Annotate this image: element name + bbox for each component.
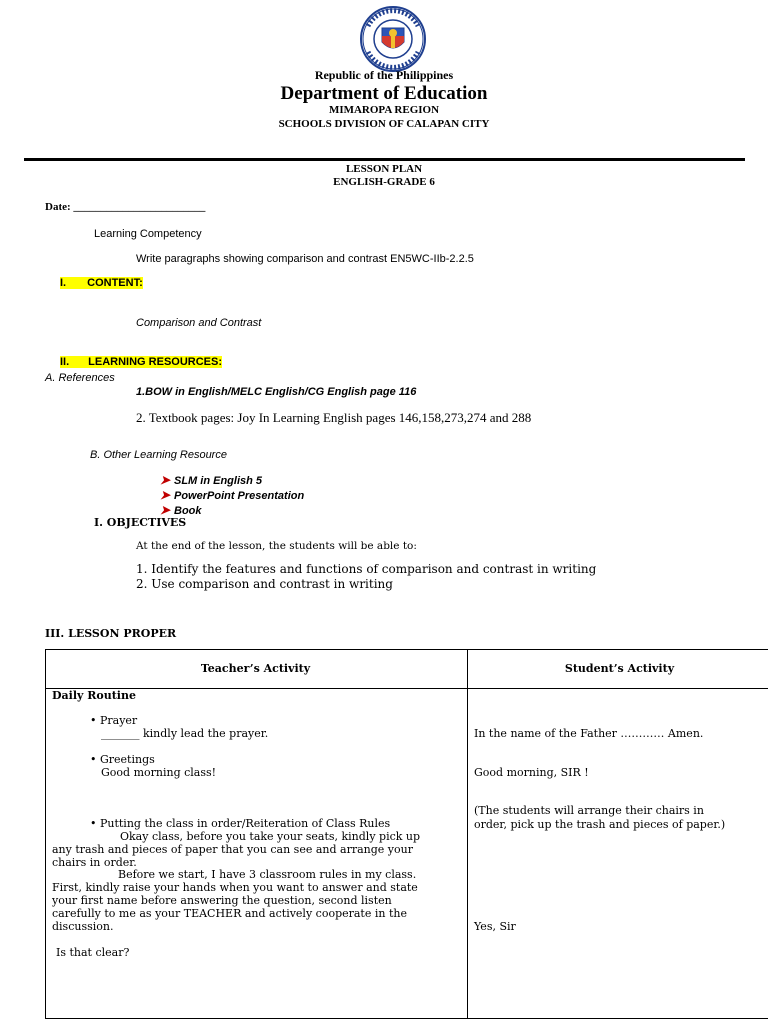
arrow-bullet-icon: ➤: [160, 503, 171, 517]
rules-line: discussion.: [52, 920, 114, 933]
region-line: MIMAROPA REGION: [328, 104, 440, 116]
greetings-text: Good morning class!: [101, 766, 217, 779]
column-divider: [467, 650, 468, 1018]
greetings-label: • Greetings: [90, 753, 155, 766]
reference-2: 2. Textbook pages: Joy In Learning English pages 146,158,273,274 and 288: [136, 410, 532, 425]
list-item: ➤ Book: [160, 503, 202, 517]
grade-title: ENGLISH-GRADE 6: [333, 176, 435, 188]
teacher-column-header: Teacher’s Activity: [200, 662, 311, 675]
order-label: • Putting the class in order/Reiteration of Class Rules: [90, 817, 391, 830]
order-text-line: Okay class, before you take your seats, kindly pick up: [120, 830, 421, 843]
objectives-heading: I. OBJECTIVES: [94, 516, 187, 529]
order-response-line: (The students will arrange their chairs in: [474, 804, 704, 817]
lesson-plan-title: LESSON PLAN: [345, 163, 423, 175]
competency-text: Write paragraphs showing comparison and contrast EN5WC-IIb-2.2.5: [136, 253, 474, 265]
prayer-label: • Prayer: [90, 714, 138, 727]
resources-num: II.: [60, 356, 70, 368]
prayer-response: In the name of the Father ………… Amen.: [474, 727, 704, 740]
competency-label: Learning Competency: [94, 228, 202, 240]
rules-line: Before we start, I have 3 classroom rules in my class.: [118, 868, 417, 881]
lesson-proper-heading: III. LESSON PROPER: [45, 627, 177, 640]
rules-line: First, kindly raise your hands when you want to answer and state: [52, 881, 418, 894]
objective-2: 2. Use comparison and contrast in writing: [136, 577, 393, 591]
student-column-header: Student’s Activity: [564, 662, 675, 675]
header-divider: [24, 158, 745, 161]
deped-seal: [352, 6, 434, 72]
reference-1: 1.BOW in English/MELC English/CG English page 116: [136, 386, 417, 398]
other-resources-label: B. Other Learning Resource: [90, 449, 227, 461]
clear-question: Is that clear?: [56, 946, 130, 959]
date-field: Date: ________________________: [45, 201, 206, 213]
content-num: I.: [60, 277, 67, 289]
arrow-bullet-icon: ➤: [160, 473, 171, 487]
references-label: A. References: [45, 372, 115, 384]
order-text-line: any trash and pieces of paper that you can see and arrange your: [52, 843, 413, 856]
resources-label: LEARNING RESOURCES:: [88, 356, 223, 368]
objectives-intro: At the end of the lesson, the students will be able to:: [136, 540, 417, 552]
arrow-bullet-icon: ➤: [160, 488, 171, 502]
order-response-line: order, pick up the trash and pieces of paper.): [474, 818, 726, 831]
division-line: SCHOOLS DIVISION OF CALAPAN CITY: [278, 118, 490, 130]
daily-routine-label: Daily Routine: [52, 689, 136, 702]
content-topic: Comparison and Contrast: [136, 317, 262, 329]
rules-line: carefully to me as your TEACHER and actively cooperate in the: [52, 907, 407, 920]
department-title: Department of Education: [280, 83, 488, 104]
prayer-text: _______ kindly lead the prayer.: [101, 727, 269, 740]
rules-line: your first name before answering the question, second listen: [52, 894, 392, 907]
list-item: ➤ SLM in English 5: [160, 473, 263, 487]
list-item: ➤ PowerPoint Presentation: [160, 488, 305, 502]
rules-response: Yes, Sir: [474, 920, 516, 933]
content-label: CONTENT:: [87, 277, 143, 289]
resources-heading: [60, 356, 222, 368]
objective-1: 1. Identify the features and functions of comparison and contrast in writing: [136, 562, 597, 576]
greetings-response: Good morning, SIR !: [474, 766, 589, 779]
republic-line: Republic of the Philippines: [314, 68, 454, 82]
content-heading: [60, 277, 143, 289]
order-text-line: chairs in order.: [52, 856, 137, 869]
